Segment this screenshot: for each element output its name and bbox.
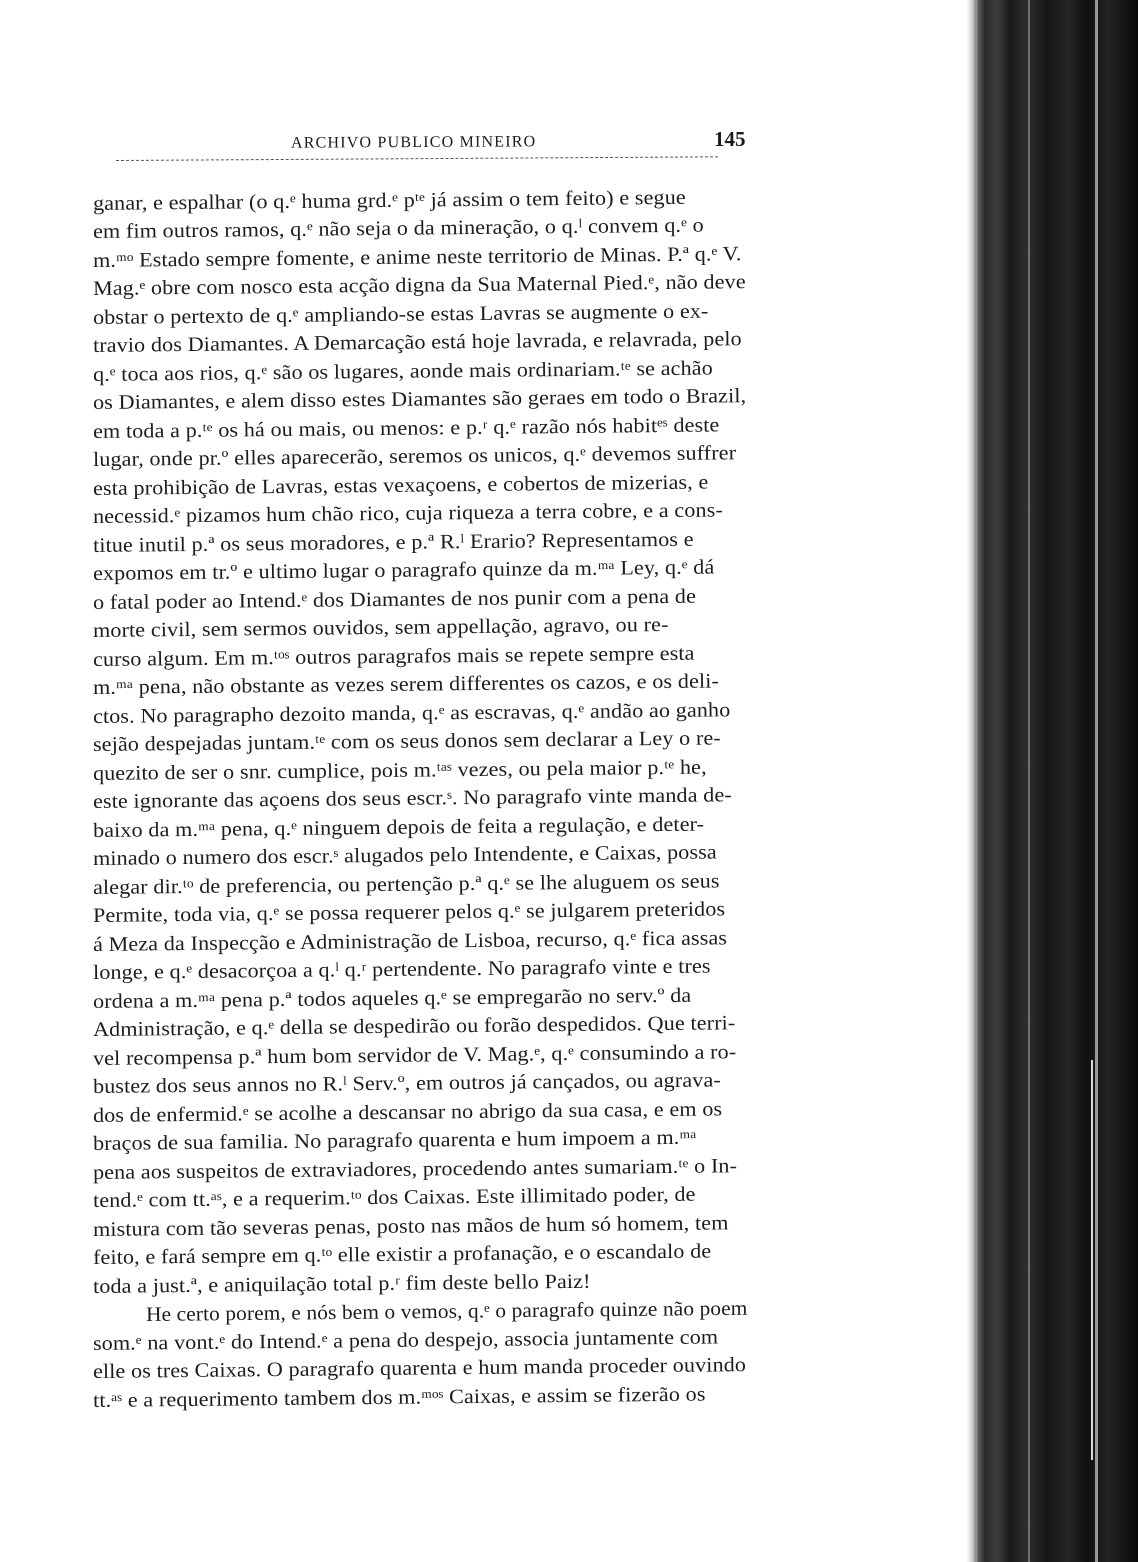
text-line: lugar, onde pr.º elles aparecerão, seremos os unicos, q.ᵉ devemos suffrer (92, 442, 737, 471)
text-line: curso algum. Em m.ᵗᵒˢ outros paragrafos mais se repete sempre esta (92, 642, 695, 671)
running-title: ARCHIVO PUBLICO MINEIRO (290, 133, 537, 152)
text-line: longe, e q.ᵉ desacorçoa a q.ˡ q.ʳ pertendente. No paragrafo vinte e tres (92, 955, 711, 984)
text-line: o fatal poder ao Intend.ᵉ dos Diamantes de nos punir com a pena de (92, 585, 697, 614)
text-line: sejão despejadas juntam.ᵗᵉ com os seus donos sem declarar a Ley o re- (92, 727, 721, 756)
text-line: este ignorante das açoens dos seus escr.ˢ. No paragrafo vinte manda de- (92, 784, 732, 813)
text-line: titue inutil p.ª os seus moradores, e p.ª R.ˡ Erario? Representamos e (92, 528, 694, 557)
text-line: os Diamantes, e alem disso estes Diamantes são geraes em todo o Brazil, (92, 385, 747, 414)
binding-edge (966, 0, 976, 1562)
text-line: feito, e fará sempre em q.ᵗᵒ elle existir a profanação, e o escandalo de (92, 1240, 712, 1269)
paragraph-start-line: He certo porem, e nós bem o vemos, q.ᵉ o paragrafo quinze não poem (145, 1297, 748, 1326)
text-line: necessid.ᵉ pizamos hum chão rico, cuja riqueza a terra cobre, e a cons- (92, 499, 723, 528)
text-line: ctos. No paragrapho dezoito manda, q.ᵉ as escravas, q.ᵉ andão ao ganho (92, 699, 731, 728)
text-line: m.ᵐᵒ Estado sempre fomente, e anime neste territorio de Minas. P.ª q.ᵉ V. (92, 243, 742, 272)
text-line: dos de enfermid.ᵉ se acolhe a descansar no abrigo da sua casa, e em os (92, 1098, 723, 1127)
text-line: q.ᵉ toca aos rios, q.ᵉ são os lugares, aonde mais ordinariam.ᵗᵉ se achão (92, 357, 713, 386)
text-line: braços de sua familia. No paragrafo quarenta e hum impoem a m.ᵐᵃ (92, 1126, 697, 1155)
text-line: travio dos Diamantes. A Demarcação está hoje lavrada, e relavrada, pelo (92, 328, 742, 357)
running-header (96, 126, 756, 156)
text-line: Permite, toda via, q.ᵉ se possa requerer pelos q.ᵉ se julgarem preteridos (92, 898, 726, 927)
text-line: m.ᵐᵃ pena, não obstante as vezes serem differentes os cazos, e os deli- (92, 670, 720, 699)
text-line: esta prohibição de Lavras, estas vexaçoens, e cobertos de mizerias, e (92, 471, 709, 500)
text-line: morte civil, sem sermos ouvidos, sem appellação, agravo, ou re- (92, 613, 669, 642)
text-line: em fim outros ramos, q.ᵉ não seja o da mineração, o q.ˡ convem q.ᵉ o (92, 214, 704, 243)
text-line: á Meza da Inspecção e Administração de Lisboa, recurso, q.ᵉ fica assas (92, 927, 728, 956)
binding-streak (1028, 0, 1030, 1562)
header-rule (116, 156, 718, 162)
page-number: 145 (714, 127, 746, 151)
body-text (0, 186, 800, 1420)
text-line: som.ᵉ na vont.ᵉ do Intend.ᵉ a pena do despejo, associa juntamente com (92, 1326, 719, 1355)
text-line: ordena a m.ᵐᵃ pena p.ª todos aqueles q.ᵉ se empregarão no serv.º da (92, 984, 692, 1013)
text-line: expomos em tr.º e ultimo lugar o paragrafo quinze da m.ᵐᵃ Ley, q.ᵉ dá (92, 556, 715, 585)
text-line: obstar o pertexto de q.ᵉ ampliando-se estas Lavras se augmente o ex- (92, 300, 709, 329)
binding-streak (1091, 1060, 1093, 1460)
text-line: em toda a p.ᵗᵉ os há ou mais, ou menos: e p.ʳ q.ᵉ razão nós habitᵉˢ deste (92, 414, 720, 443)
text-line: minado o numero dos escr.ˢ alugados pelo Intendente, e Caixas, possa (92, 841, 717, 870)
binding-streak (1095, 0, 1098, 1562)
text-line: Administração, e q.ᵉ della se despedirão ou forão despedidos. Que terri- (92, 1012, 736, 1041)
text-line: quezito de ser o snr. cumplice, pois m.ᵗᵃˢ vezes, ou pela maior p.ᵗᵉ he, (92, 756, 707, 785)
text-line: tt.ᵃˢ e a requerimento tambem dos m.ᵐᵒˢ Caixas, e assim se fizerão os (92, 1383, 706, 1412)
book-binding-shadow (970, 0, 1138, 1562)
text-line: mistura com tão severas penas, posto nas mãos de hum só homem, tem (92, 1212, 729, 1241)
text-line: Mag.ᵉ obre com nosco esta acção digna da Sua Maternal Pied.ᵉ, não deve (92, 271, 746, 300)
text-line: ganar, e espalhar (o q.ᵉ huma grd.ᵉ pᵗᵉ já assim o tem feito) e segue (92, 186, 686, 215)
text-line: bustez dos seus annos no R.ˡ Serv.º, em outros já cançados, ou agrava- (92, 1069, 721, 1098)
text-line: elle os tres Caixas. O paragrafo quarenta e hum manda proceder ouvindo (92, 1354, 747, 1383)
text-line: vel recompensa p.ª hum bom servidor de V. Mag.ᵉ, q.ᵉ consumindo a ro- (92, 1041, 737, 1070)
text-line: tend.ᵉ com tt.ᵃˢ, e a requerim.ᵗᵒ dos Caixas. Este illimitado poder, de (92, 1183, 696, 1212)
text-line: baixo da m.ᵐᵃ pena, q.ᵉ ninguem depois de feita a regulação, e deter- (92, 813, 705, 842)
text-line: toda a just.ª, e aniquilação total p.ʳ fim deste bello Paiz! (92, 1270, 591, 1298)
text-line: alegar dir.ᵗᵒ de preferencia, ou pertenção p.ª q.ᵉ se lhe aluguem os seus (92, 870, 720, 899)
text-line: pena aos suspeitos de extraviadores, procedendo antes sumariam.ᵗᵉ o In- (92, 1155, 738, 1184)
